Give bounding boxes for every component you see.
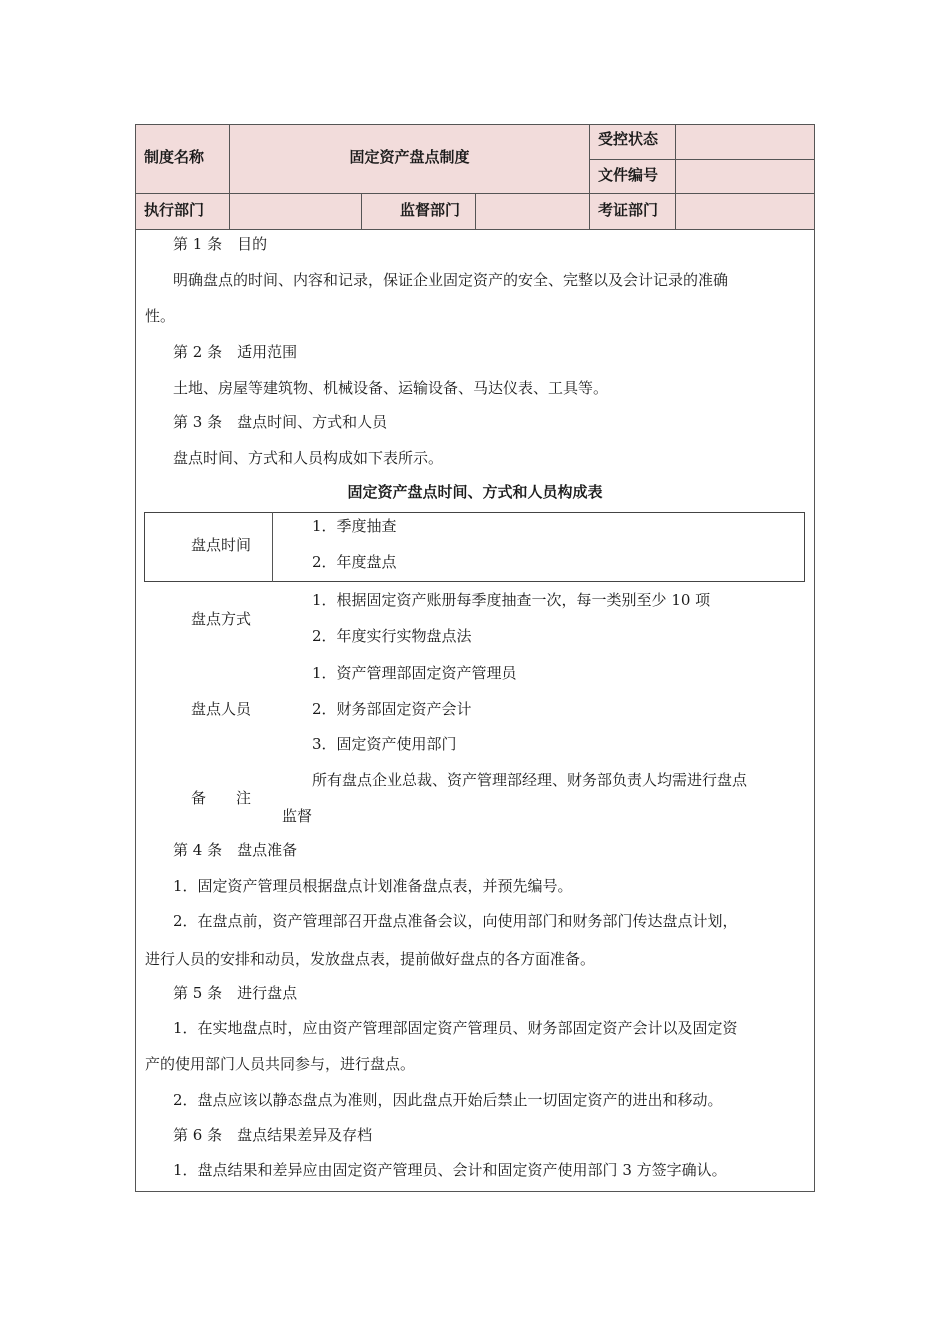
verify-dept-label: 考证部门 [598, 201, 659, 219]
article-5-item-1-cont: 产的使用部门人员共同参与，进行盘点。 [145, 1055, 416, 1073]
note-label: 备 注 [191, 789, 252, 807]
article-4-item-2: 2．在盘点前，资产管理部召开盘点准备会议，向使用部门和财务部门传达盘点计划， [173, 912, 738, 930]
time-label: 盘点时间 [191, 536, 252, 554]
people-item: 2．财务部固定资产会计 [312, 700, 472, 718]
policy-title: 固定资产盘点制度 [349, 148, 470, 166]
article-4-title: 第 4 条 盘点准备 [173, 841, 298, 859]
people-item: 3．固定资产使用部门 [312, 735, 457, 753]
article-1-text-cont: 性。 [145, 307, 176, 325]
article-4-item-1: 1．固定资产管理员根据盘点计划准备盘点表，并预先编号。 [173, 877, 573, 895]
article-2-text: 土地、房屋等建筑物、机械设备、运输设备、马达仪表、工具等。 [173, 379, 609, 397]
article-6-item-1: 1．盘点结果和差异应由固定资产管理员、会计和固定资产使用部门 3 方签字确认。 [173, 1161, 727, 1179]
article-1-title: 第 1 条 目的 [173, 235, 268, 253]
policy-name-label: 制度名称 [144, 148, 205, 166]
note-text-cont: 监督 [282, 807, 313, 825]
article-1-text: 明确盘点的时间、内容和记录，保证企业固定资产的安全、完整以及会计记录的准确 [173, 271, 729, 289]
table-caption: 固定资产盘点时间、方式和人员构成表 [347, 483, 603, 501]
time-item: 1．季度抽查 [312, 517, 397, 535]
people-item: 1．资产管理部固定资产管理员 [312, 664, 517, 682]
method-item: 1．根据固定资产账册每季度抽查一次，每一类别至少 10 项 [312, 591, 711, 609]
article-3-text: 盘点时间、方式和人员构成如下表所示。 [173, 449, 444, 467]
people-label: 盘点人员 [191, 700, 252, 718]
doc-number-label: 文件编号 [598, 166, 659, 184]
article-5-item-2: 2．盘点应该以静态盘点为准则，因此盘点开始后禁止一切固定资产的进出和移动。 [173, 1091, 723, 1109]
article-3-title: 第 3 条 盘点时间、方式和人员 [173, 413, 388, 431]
method-item: 2．年度实行实物盘点法 [312, 627, 472, 645]
article-6-title: 第 6 条 盘点结果差异及存档 [173, 1126, 373, 1144]
article-5-item-1: 1．在实地盘点时，应由资产管理部固定资产管理员、财务部固定资产会计以及固定资 [173, 1019, 738, 1037]
note-text: 所有盘点企业总裁、资产管理部经理、财务部负责人均需进行盘点 [312, 771, 748, 789]
article-5-title: 第 5 条 进行盘点 [173, 984, 298, 1002]
article-4-item-2-cont: 进行人员的安排和动员，发放盘点表，提前做好盘点的各方面准备。 [145, 950, 596, 968]
supervise-dept-label: 监督部门 [400, 201, 461, 219]
control-status-label: 受控状态 [598, 130, 659, 148]
exec-dept-label: 执行部门 [144, 201, 205, 219]
article-2-title: 第 2 条 适用范围 [173, 343, 298, 361]
time-item: 2．年度盘点 [312, 553, 397, 571]
method-label: 盘点方式 [191, 610, 252, 628]
